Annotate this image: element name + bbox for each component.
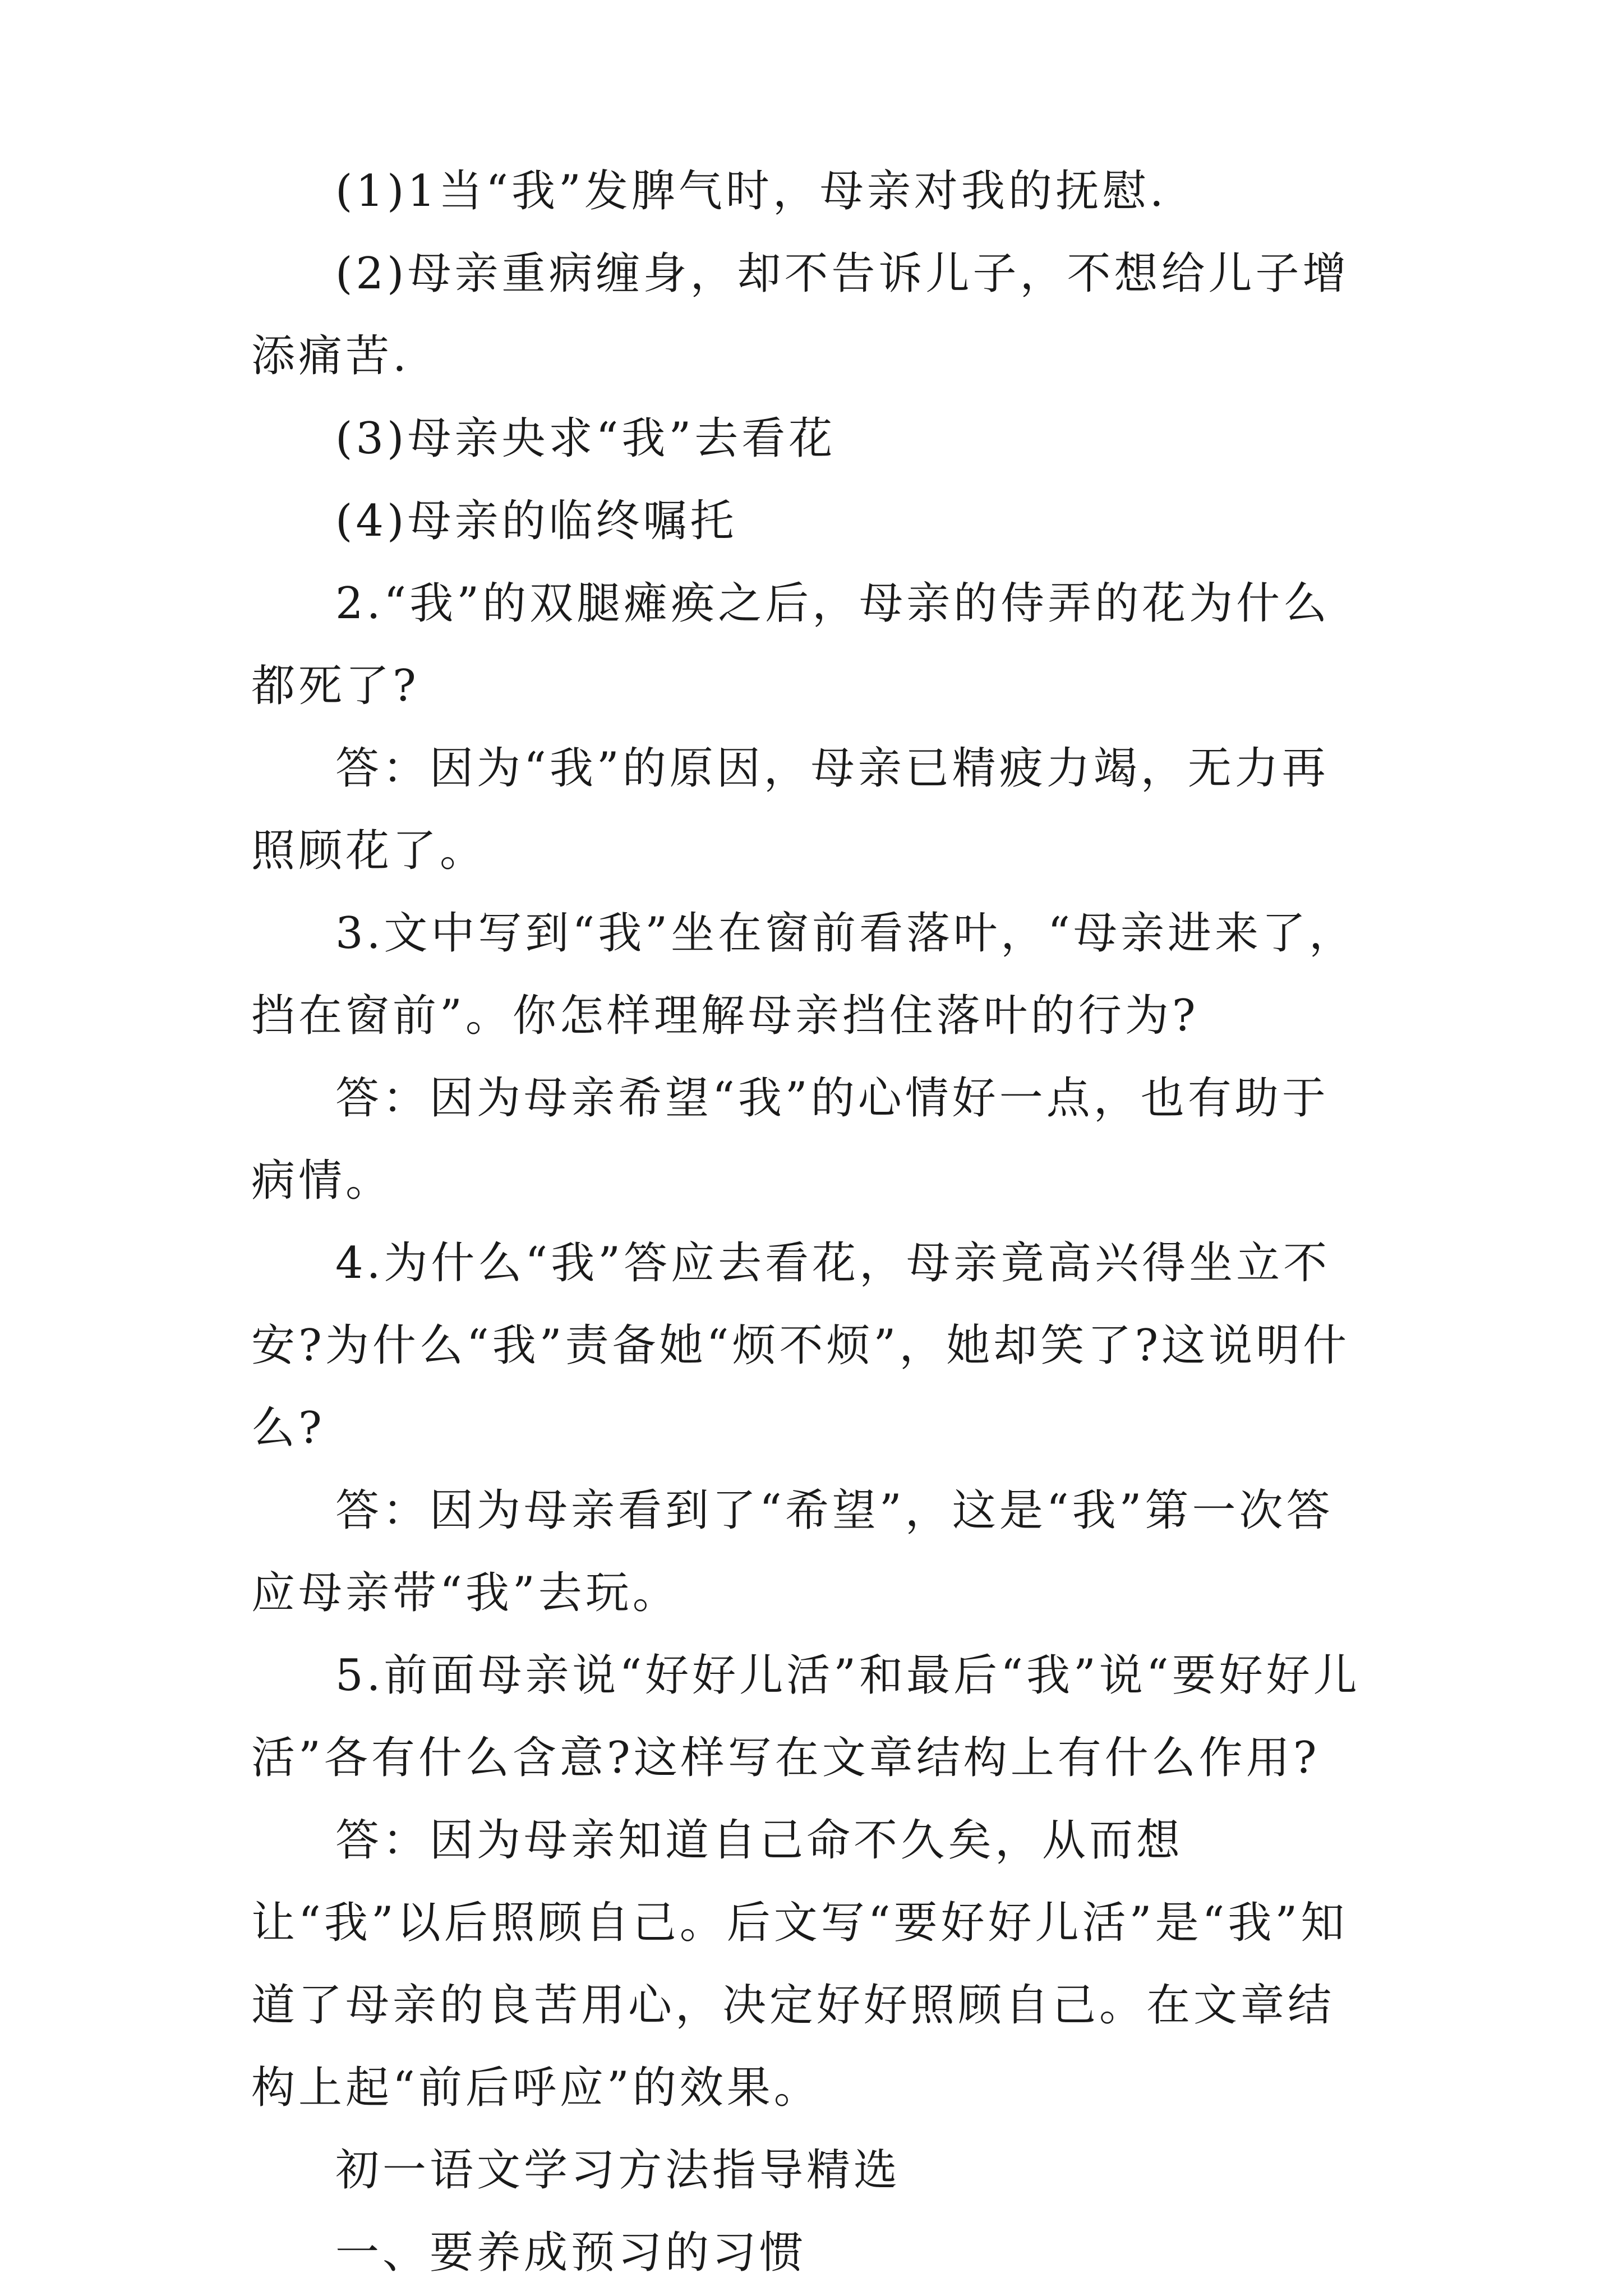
answer-item-4: (4)母亲的临终嘱托: [335, 496, 737, 546]
document-body: [251, 150, 1373, 2294]
answer-3: 答：因为母亲希望“我”的心情好一点，也有助于病情。: [251, 1073, 1329, 1206]
question-4: 4.为什么“我”答应去看花，母亲竟高兴得坐立不安?为什么“我”责备她“烦不烦”，她却笑了?这说明什么?: [251, 1238, 1350, 1453]
question-2: 2.“我”的双腿瘫痪之后，母亲的侍弄的花为什么都死了?: [251, 578, 1331, 711]
answer-item-2: (2)母亲重病缠身，却不告诉儿子，不想给儿子增添痛苦.: [251, 249, 1350, 381]
question-3: 3.文中写到“我”坐在窗前看落叶，“母亲进来了，挡在窗前”。你怎样理解母亲挡住落叶的行为?: [251, 908, 1357, 1041]
answer-item-1: (1)1当“我”发脾气时，母亲对我的抚慰.: [335, 166, 1167, 217]
question-5: 5.前面母亲说“好好儿活”和最后“我”说“要好好儿活”各有什么含意?这样写在文章结构上有什么作用?: [251, 1650, 1361, 1783]
subsection-heading: 一、要养成预习的习惯: [335, 2228, 807, 2278]
section-heading: 初一语文学习方法指导精选: [335, 2145, 901, 2196]
answer-4: 答：因为母亲看到了“希望”，这是“我”第一次答应母亲带“我”去玩。: [251, 1485, 1334, 1618]
answer-5: 答：因为母亲知道自己命不久矣，从而想让“我”以后照顾自己。后文写“要好好儿活”是“我”知道了母亲的良苦用心，决定好好照顾自己。在文章结构上起“前后呼应”的效果。: [251, 1815, 1348, 2113]
answer-item-3: (3)母亲央求“我”去看花: [335, 413, 836, 464]
answer-2: 答：因为“我”的原因，母亲已精疲力竭，无力再照顾花了。: [251, 743, 1329, 876]
